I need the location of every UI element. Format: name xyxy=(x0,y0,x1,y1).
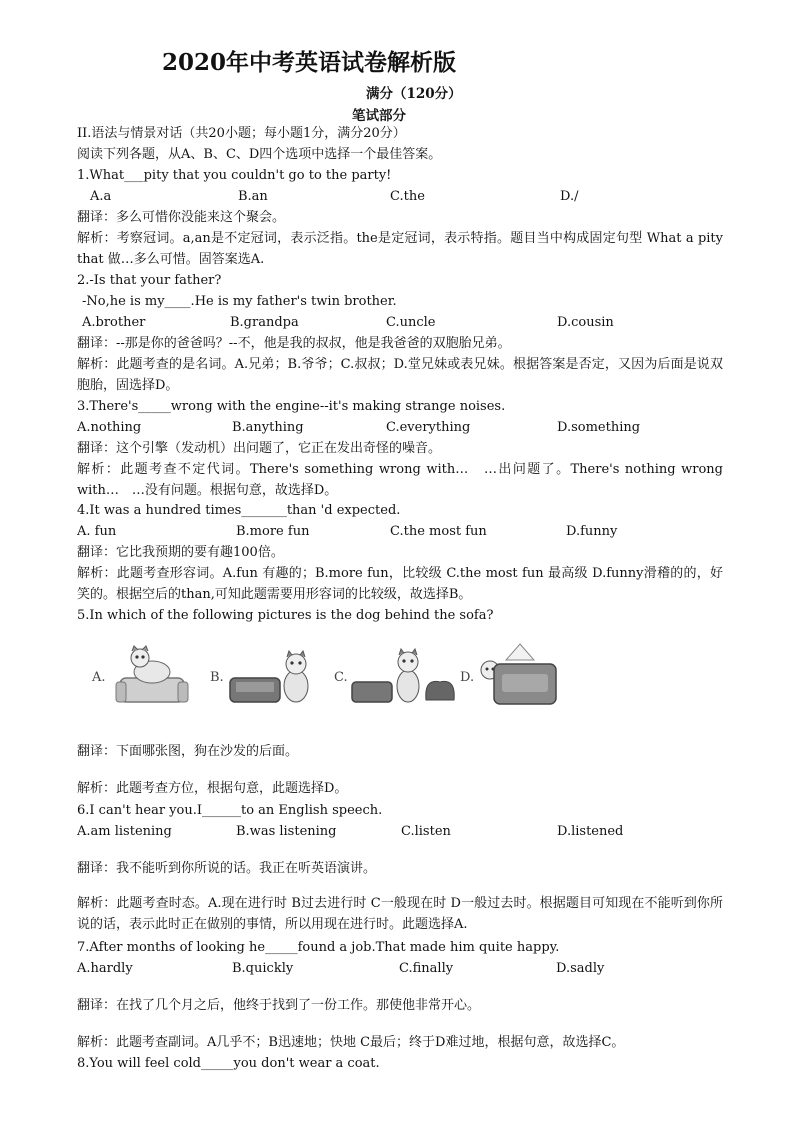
q6-option-b: B.was listening xyxy=(236,824,337,839)
question-5-stem: 5.In which of the following pictures is the dog behind the sofa? xyxy=(77,608,494,623)
q3-option-b: B.anything xyxy=(232,420,304,435)
q7-option-d: D.sadly xyxy=(556,961,605,976)
q2-analysis: 解析：此题考查的是名词。A.兄弟；B.爷爷；C.叔叔；D.堂兄妹或表兄妹。根据答案是否定，又因为后面是说双胞胎，固选择D。 xyxy=(77,357,723,393)
question-2-reply: -No,he is my____.He is my father's twin brother. xyxy=(82,294,397,309)
q2-option-b: B.grandpa xyxy=(230,315,299,330)
q2-translation: 翻译：--那是你的爸爸吗？--不，他是我的叔叔，他是我爸爸的双胞胎兄弟。 xyxy=(77,336,511,351)
q7-analysis: 解析：此题考查副词。A几乎不；B迅速地；快地 C最后；终于D难过地，根据句意，故选择C。 xyxy=(77,1035,625,1050)
q5-translation: 翻译：下面哪张图，狗在沙发的后面。 xyxy=(77,744,299,759)
q3-translation: 翻译：这个引擎（发动机）出问题了，它正在发出奇怪的噪音。 xyxy=(77,441,442,456)
q2-option-d: D.cousin xyxy=(557,315,614,330)
section-heading: 笔试部分 xyxy=(352,108,406,124)
q4-analysis: 解析：此题考查形容词。A.fun 有趣的；B.more fun，比较级 C.the most fun 最高级 D.funny滑稽的的，好笑的。根据空后的than,可知此题需要用形容词的比较级，故选择B。 xyxy=(77,566,723,602)
q1-option-d: D./ xyxy=(560,189,579,204)
sofa-dog-behind-icon xyxy=(476,640,562,712)
q6-translation: 翻译：我不能听到你所说的话。我正在听英语演讲。 xyxy=(77,861,377,876)
page-title: 2020年中考英语试卷解析版 xyxy=(162,49,457,76)
q6-option-a: A.am listening xyxy=(77,824,172,839)
q3-option-c: C.everything xyxy=(386,420,471,435)
sofa-dog-between-icon xyxy=(350,642,460,712)
question-8-stem: 8.You will feel cold_____you don't wear a coat. xyxy=(77,1056,380,1071)
q1-option-b: B.an xyxy=(238,189,268,204)
q7-option-b: B.quickly xyxy=(232,961,294,976)
q3-option-d: D.something xyxy=(557,420,641,435)
q5-analysis: 解析：此题考查方位，根据句意，此题选择D。 xyxy=(77,781,348,796)
q1-analysis: 解析：考察冠词。a,an是不定冠词，表示泛指。the是定冠词，表示特指。题目当中构成固定句型 What a pity that 做…多么可惜。固答案选A. xyxy=(77,231,723,267)
q7-translation: 翻译：在找了几个月之后，他终于找到了一份工作。那使他非常开心。 xyxy=(77,998,481,1013)
q4-option-b: B.more fun xyxy=(236,524,310,539)
q2-option-c: C.uncle xyxy=(386,315,436,330)
q5-pic-label-d: D. xyxy=(460,670,475,685)
q5-pic-label-b: B. xyxy=(210,670,224,685)
q1-translation: 翻译：多么可惜你没能来这个聚会。 xyxy=(77,210,286,225)
q4-translation: 翻译：它比我预期的要有趣100倍。 xyxy=(77,545,284,560)
question-1-stem: 1.What___pity that you couldn't go to the party! xyxy=(77,168,392,183)
q4-option-d: D.funny xyxy=(566,524,618,539)
sofa-dog-beside-icon xyxy=(226,642,316,712)
instruction: 阅读下列各题，从A、B、C、D四个选项中选择一个最佳答案。 xyxy=(77,147,442,162)
q7-option-a: A.hardly xyxy=(77,961,133,976)
q4-option-c: C.the most fun xyxy=(390,524,487,539)
q5-pictures xyxy=(86,640,566,716)
q1-option-c: C.the xyxy=(390,189,425,204)
q6-option-d: D.listened xyxy=(557,824,624,839)
q5-pic-label-c: C. xyxy=(334,670,348,685)
part-heading: II.语法与情景对话（共20小题；每小题1分，满分20分） xyxy=(77,126,406,141)
question-2-stem: 2.-Is that your father? xyxy=(77,273,222,288)
sofa-dog-on-icon xyxy=(114,642,190,712)
q1-option-a: A.a xyxy=(90,189,112,204)
q4-option-a: A. fun xyxy=(77,524,117,539)
question-3-stem: 3.There's_____wrong with the engine--it's making strange noises. xyxy=(77,399,506,414)
q6-analysis: 解析：此题考查时态。A.现在进行时 B过去进行时 C一般现在时 D一般过去时。根据题目可知现在不能听到你所说的话，表示此时正在做别的事情，所以用现在进行时。此题选择A. xyxy=(77,896,723,932)
q3-analysis: 解析：此题考查不定代词。There's something wrong with… …出问题了。There's nothing wrong with… …没有问题。根据句意，故选择D。 xyxy=(77,462,723,498)
question-6-stem: 6.I can't hear you.I______to an English speech. xyxy=(77,803,383,818)
q3-option-a: A.nothing xyxy=(77,420,142,435)
full-score: 满分（120分） xyxy=(366,86,462,102)
q7-option-c: C.finally xyxy=(399,961,454,976)
question-7-stem: 7.After months of looking he_____found a job.That made him quite happy. xyxy=(77,940,560,955)
question-4-stem: 4.It was a hundred times_______than 'd expected. xyxy=(77,503,401,518)
q2-option-a: A.brother xyxy=(82,315,146,330)
q5-pic-label-a: A. xyxy=(92,670,106,685)
q6-option-c: C.listen xyxy=(401,824,451,839)
